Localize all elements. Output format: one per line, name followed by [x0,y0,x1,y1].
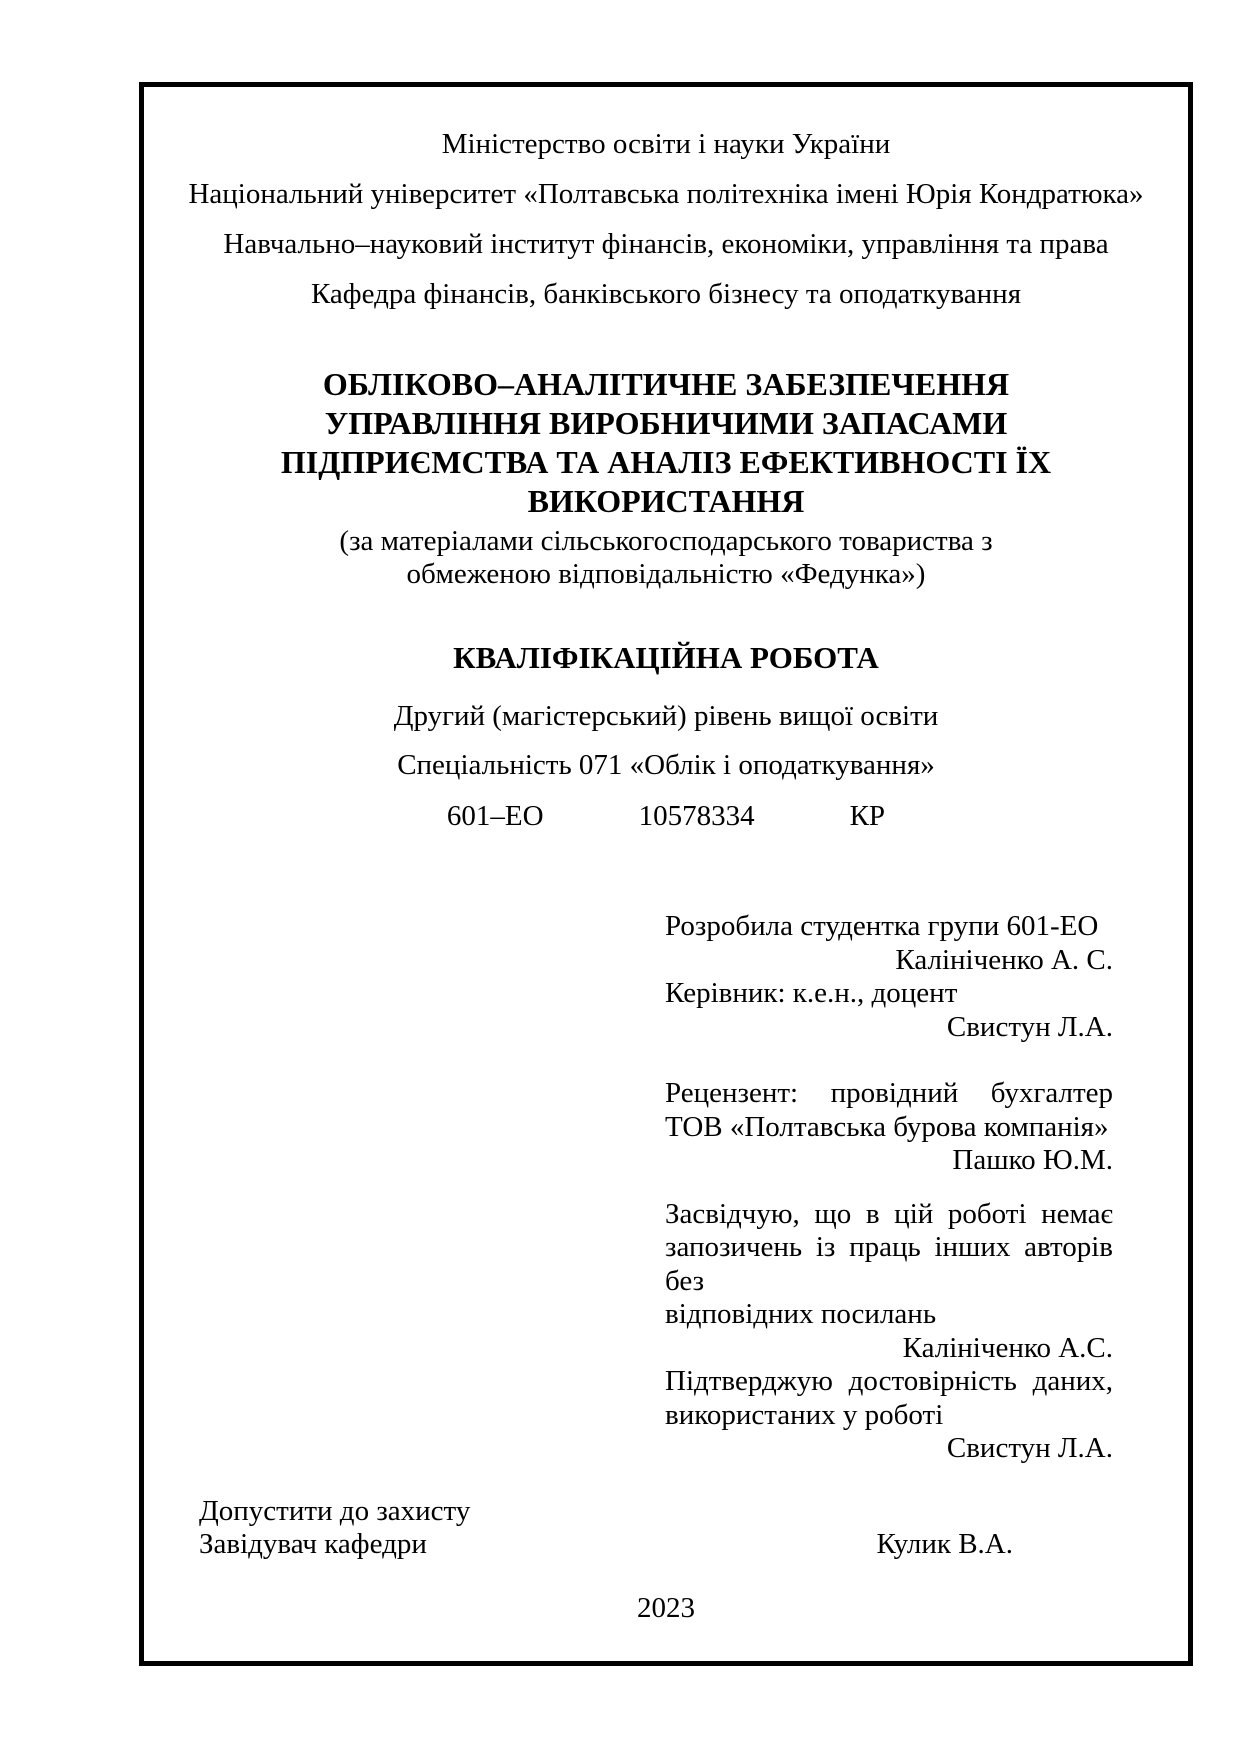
supervisor-label: Керівник: к.е.н., доцент [665,977,958,1009]
declaration-line: відповідних посилань [665,1298,937,1330]
ministry-line: Міністерство освіти і науки України [441,128,891,160]
reviewer-line: Рецензент: провідний бухгалтер [665,1077,1113,1109]
confirmation-line: Підтверджую достовірність даних, [665,1365,1113,1397]
work-type-heading: КВАЛІФІКАЦІЙНА РОБОТА [453,640,879,675]
declaration-line: запозичень із праць інших авторів без [665,1231,1113,1297]
declaration-signer-name: Калініченко А.С. [902,1331,1113,1364]
thesis-subtitle [144,525,1188,591]
work-mark-code: КР [849,800,886,832]
specialty-line: Спеціальність 071 «Облік і оподаткування» [397,749,935,781]
developed-by-line: Розробила студентка групи 601-ЕО [665,910,1099,942]
admit-to-defense-line: Допустити до захисту [199,1495,471,1527]
student-name: Калініченко А. С. [895,943,1113,976]
thesis-subtitle-line: обмеженою відповідальністю «Федунка») [406,558,926,590]
page-border [139,82,1193,1666]
university-line: Національний університет «Полтавська політехніка імені Юрія Кондратюка» [188,178,1144,210]
department-head-name: Кулик В.А. [876,1528,1013,1560]
education-level-line: Другий (магістерський) рівень вищої освіти [393,700,939,732]
year-line: 2023 [637,1592,695,1624]
supervisor-name: Свистун Л.А. [946,1010,1113,1043]
department-head-label: Завідувач кафедри [199,1528,427,1560]
reviewer-line: ТОВ «Полтавська бурова компанія» [665,1110,1109,1143]
thesis-title-line: ПІДПРИЄМСТВА ТА АНАЛІЗ ЕФЕКТИВНОСТІ ЇХ [280,444,1052,480]
thesis-title-line: ОБЛІКОВО–АНАЛІТИЧНЕ ЗАБЕЗПЕЧЕННЯ [322,366,1010,402]
spacer [665,1044,1113,1077]
credits-block [665,910,1113,1466]
confirmation-signer-name: Свистун Л.А. [946,1432,1113,1464]
spacer [665,1178,1113,1198]
declaration-line: Засвідчую, що в цій роботі немає [665,1197,1113,1230]
work-id-code: 10578334 [638,800,755,832]
department-head-row [199,1528,1013,1561]
group-code: 601–ЕО [446,800,544,832]
thesis-title-line: ВИКОРИСТАННЯ [527,483,805,519]
codes-row [144,800,1188,833]
thesis-title [144,365,1188,521]
thesis-subtitle-line: (за матеріалами сільськогосподарського товариства з [339,525,993,557]
thesis-title-line: УПРАВЛІННЯ ВИРОБНИЧИМИ ЗАПАСАМИ [324,405,1008,441]
institute-line: Навчально–науковий інститут фінансів, економіки, управління та права [223,228,1109,260]
department-line: Кафедра фінансів, банківського бізнесу та оподаткування [310,278,1022,310]
confirmation-line: використаних у роботі [665,1398,944,1431]
reviewer-name: Пашко Ю.М. [952,1144,1113,1176]
